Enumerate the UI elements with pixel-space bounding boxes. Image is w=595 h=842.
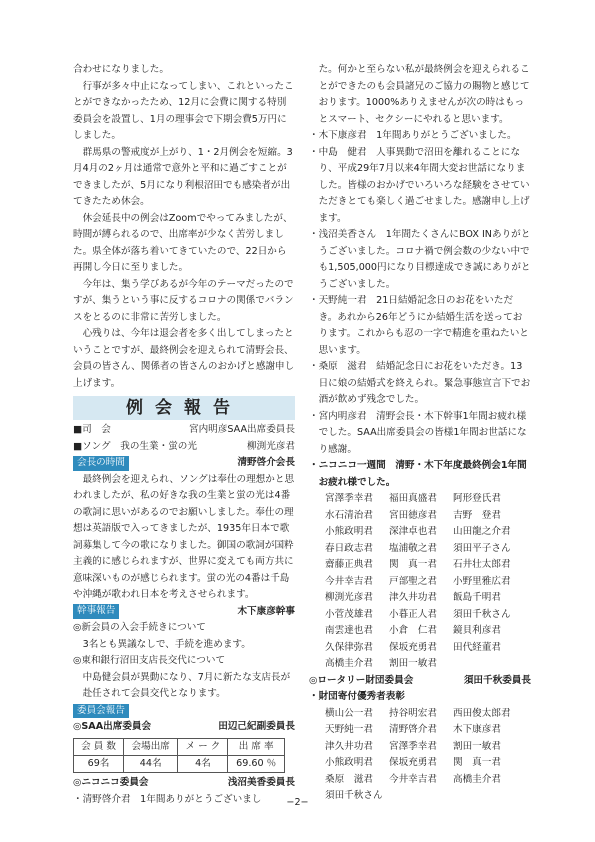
saa-row	[73, 719, 295, 736]
member-name: 保坂充勇君	[389, 757, 437, 768]
rotary-sub: ・財団寄付優秀者表彰	[309, 691, 405, 702]
song-name: 柳渕光彦君	[247, 440, 295, 452]
para-4: 休会延長中の例会はZoomでやってみましたが、時間が縛られるので、出席率が少なく苦労しました。県全体が落ち着いてきていたので、22日から再開し今日に至りました。	[73, 212, 293, 273]
member-name: 高橋圭介君	[453, 773, 501, 785]
para-2: 行事が多々中止になってしまい、これといったことができなかったため、12月に会費に関する特別委員会を設置し、1月の理事会で下期会費5万円にしました。	[73, 80, 294, 141]
member-name: 塩浦敬之君	[389, 542, 437, 554]
secretary-header	[73, 604, 295, 621]
member-name: 小倉 仁君	[389, 625, 437, 636]
table-header-row	[74, 738, 285, 755]
song-row	[73, 439, 295, 456]
table-header-cell: 会場出席	[124, 738, 178, 755]
member-name: 田代経董君	[453, 641, 501, 653]
president-text: 最終例会を迎えられ、ソングは奉仕の理想かと思われましたが、私の好きな我の生業と蛍の光は4番の歌詞に思いがあるのでお願いしました。奉仕の理想は英語版で入ってきましたが、1935年日本で歌詞募集して今の歌になりました。御国の歌詞が国粋主義的に感じられますが、世界に変えても両方共に意味深いものが感じられます。蛍の光の4番は千島や沖縄が歌われ日本を考えさせられます。	[73, 473, 295, 600]
secretary-name: 木下康彦幹事	[237, 605, 295, 617]
member-name: 吉野 登君	[453, 509, 501, 521]
niko-item: ・天野純一君 21日結婚記念日のお花をいただき。あれから26年どうにか結婚生活を送っております。これからも忍の一字で精進を重ねたいと思います。	[309, 295, 529, 356]
member-name: 須田千秋さん	[325, 790, 383, 801]
para-3: 群馬県の警戒度が上がり、1・2月例会を短縮。3月4月の2ヶ月は通常で意外と平和に過ごすことができましたが、5月になり利根沼田でも感染者が出てきたため休会。	[73, 146, 293, 207]
rotary-name: 須田千秋委員長	[463, 674, 531, 686]
member-name: 津久井功君	[389, 592, 437, 603]
para-6: 心残りは、今年は退会者を多く出してしまったということですが、最終例会を迎えられて清野会長、会員の皆さん、関係者の皆さんのおかげと感謝申し上げます。	[73, 328, 295, 389]
president-tag: 会長の時間	[73, 456, 129, 471]
member-name	[453, 656, 523, 673]
sec-item-1-body: 3名とも異議なしで、手続を進めます。	[82, 638, 251, 650]
member-name: 春日政志君	[325, 542, 373, 554]
member-name: 関 真一君	[389, 559, 437, 570]
member-name: 小熊政明君	[325, 526, 373, 537]
committee-tag: 委員会報告	[73, 704, 129, 719]
table-cell: 44名	[124, 755, 178, 772]
member-name: 持谷明宏君	[389, 707, 437, 719]
member-name: 今井幸吉君	[389, 773, 437, 785]
member-name: 鏡貝利彦君	[453, 625, 501, 636]
member-name: 割田一敏君	[453, 740, 501, 752]
attendance-table	[73, 738, 285, 774]
niko-item: ・浅沼美香さん 1年間たくさんにBOX INありがとうございました。コロナ禍で例会数の少ない中でも1,505,000円になり目標達成でき誠にありがとうございました。	[309, 229, 531, 290]
member-name: 関 真一君	[453, 757, 501, 768]
member-name: 宮田徳彦君	[389, 509, 437, 521]
rotary-label: ◎ロータリー財団委員会	[309, 674, 414, 686]
page-number: −2−	[286, 797, 309, 808]
member-name: 桑原 滋君	[325, 773, 373, 785]
niko-item: ・中島 健君 人事異動で沼田を離れることになり、平成29年7月以来4年間大変お世話になりました。皆様のおかげでいろいろな経験をさせていただきとても楽しく過ごせました。感謝申し上げます。	[309, 146, 530, 224]
member-name: 齋藤正典君	[325, 559, 373, 570]
saa-label: ◎SAA出席委員会	[73, 721, 152, 732]
member-name: 小菅茂雄君	[325, 608, 373, 620]
president-name: 清野啓介会長	[237, 457, 295, 468]
section-title: 例会報告	[73, 396, 295, 420]
niko-first: ・清野啓介君 1年間ありがとうございまし	[73, 793, 262, 805]
table-header-cell: 出 席 率	[228, 738, 285, 755]
member-name: 保坂充勇君	[389, 641, 437, 653]
member-name: 今井幸吉君	[325, 575, 373, 587]
rotary-names-grid	[309, 706, 531, 805]
member-name: 小熊政明君	[325, 757, 373, 768]
week-title: ・ニコニコ一週間 清野・木下年度最終例会1年間お疲れ様でした。	[309, 460, 527, 488]
niko-label: ◎ニコニコ委員会	[73, 777, 149, 789]
member-name: 戸部聖之君	[389, 575, 437, 587]
member-name: 小野里雅広君	[453, 575, 511, 587]
member-name: 小暮正人君	[389, 608, 437, 620]
member-name: 水石清治君	[325, 509, 373, 521]
member-name: 南雲達也君	[325, 625, 373, 636]
niko-item: た。何かと至らない私が最終例会を迎えられることができたのも会員諸兄のご協力の賜物と感じております。1000%ありえませんが次の時はもっとスマート、セクシーにやれると思います。	[318, 64, 530, 125]
sec-item-1: ◎新会員の入会手続きについて	[73, 622, 206, 633]
president-header	[73, 455, 295, 472]
left-column	[73, 62, 295, 808]
committee-header	[73, 703, 295, 720]
table-cell: 4名	[178, 755, 228, 772]
member-name: 飯島千明君	[453, 592, 501, 603]
table-cell: 69名	[74, 755, 124, 772]
member-name: 深津卓也君	[389, 526, 437, 537]
week-names-grid	[309, 491, 531, 673]
member-name: 木下康彦君	[453, 724, 501, 735]
secretary-tag: 幹事報告	[73, 604, 119, 619]
member-name: 山田龍之介君	[453, 526, 511, 537]
member-name: 西田俊太郎君	[453, 707, 511, 719]
member-name: 清野啓介君	[389, 724, 437, 735]
table-header-cell: 会 員 数	[74, 738, 124, 755]
para-1: 合わせになりました。	[73, 64, 169, 75]
member-name: 割田一敏君	[389, 658, 437, 669]
member-name: 石井壮太郎君	[453, 559, 511, 570]
member-name: 宮澤季幸君	[389, 740, 437, 752]
sec-item-2-body: 中島健会員が異動になり、7月に新たな支店長が赴任されて会員交代となります。	[82, 671, 291, 699]
niko-name: 浅沼美香委員長	[227, 777, 295, 789]
table-cell: 69.60 ％	[228, 755, 285, 772]
right-column	[309, 62, 531, 805]
niko-row	[73, 775, 295, 792]
shikai-row	[73, 422, 295, 439]
niko-item: ・木下康彦君 1年間ありがとうございました。	[309, 130, 517, 141]
table-header-cell: メ ー ク	[178, 738, 228, 755]
shikai-label: ■司 会	[73, 424, 111, 435]
rotary-row	[309, 673, 531, 690]
member-name: 久保律弥君	[325, 641, 373, 653]
member-name: 天野純一君	[325, 724, 373, 735]
member-name: 阿形登氏君	[453, 493, 501, 504]
member-name: 高橋圭介君	[325, 658, 373, 669]
member-name: 柳渕光彦君	[325, 592, 373, 603]
member-name: 宮澤季幸君	[325, 493, 373, 504]
member-name: 津久井功君	[325, 740, 373, 752]
member-name: 須田千秋さん	[453, 608, 511, 620]
member-name: 福田真盛君	[389, 493, 437, 504]
saa-name: 田辺己紀副委員長	[218, 721, 295, 732]
table-row	[74, 755, 285, 772]
niko-item: ・桑原 滋君 結婚記念日にお花をいただき。13日に娘の結婚式を終えられ。緊急事態宣言下でお酒が飲めず残念でした。	[309, 361, 531, 405]
sec-item-2: ◎東和銀行沼田支店長交代について	[73, 655, 226, 666]
niko-item: ・宮内明彦君 清野会長・木下幹事1年間お疲れ様でした。SAA出席委員会の皆様1年間お世話になり感謝。	[309, 410, 527, 455]
song-label: ■ソング 我の生業・蛍の光	[73, 440, 197, 452]
member-name: 横山公一君	[325, 707, 373, 719]
para-5: 今年は、集う学びあるが今年のテーマだったのですが、集うという事に反するコロナの関係でバランスをとるのに非常に苦労しました。	[73, 278, 294, 323]
member-name: 須田平子さん	[453, 542, 511, 554]
shikai-name: 宮内明彦SAA出席委員長	[188, 424, 295, 435]
